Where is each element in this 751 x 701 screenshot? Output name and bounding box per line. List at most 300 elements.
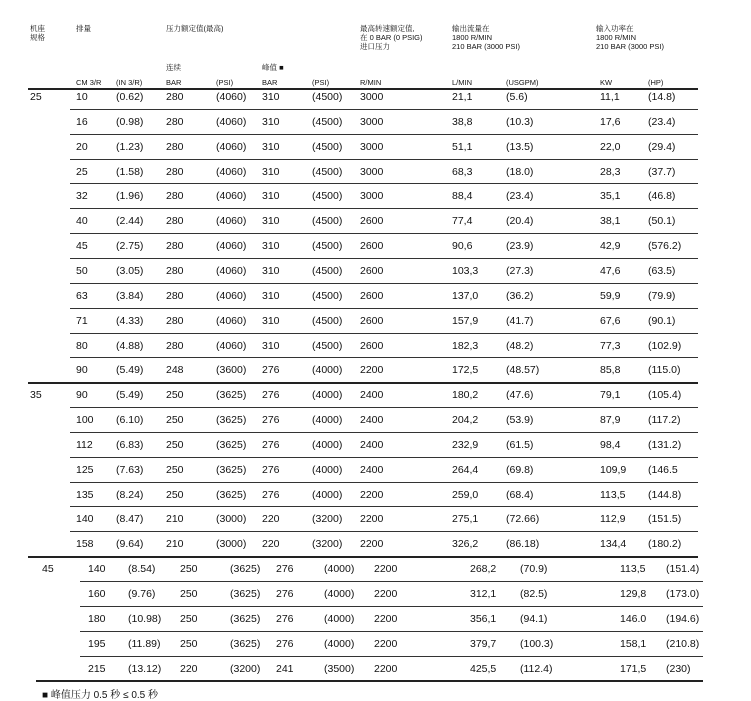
frame-size-label: 25 [30,91,42,103]
table-cell: (4060) [216,190,247,203]
table-cell: 2200 [360,364,384,377]
table-cell: 50 [76,264,88,277]
table-cell: 113,5 [620,563,646,576]
table-cell: (94.1) [520,612,548,625]
table-cell: (180.2) [648,538,682,551]
table-cell: 28,3 [600,165,621,178]
table-cell: 129,8 [620,588,647,600]
table-cell: 276 [276,612,294,625]
table-cell: 100 [76,414,94,427]
table-cell: 77,4 [452,215,473,228]
table-cell: 87,9 [600,414,621,427]
table-cell: (100.3) [520,637,554,650]
row-divider [70,258,698,259]
table-cell: (9.76) [128,588,156,600]
row-divider [70,432,698,433]
row-divider [70,308,698,309]
row-divider [70,208,698,209]
table-cell: (5.49) [116,389,144,402]
table-cell: 2600 [360,264,384,277]
table-cell: 280 [166,240,184,253]
table-cell: (3625) [216,414,247,427]
table-cell: 280 [166,314,184,327]
table-cell: (144.8) [648,488,682,501]
table-cell: 310 [262,240,280,253]
table-cell: (4.33) [116,314,144,327]
table-cell: (1.23) [116,140,144,153]
table-cell: (4000) [312,438,343,451]
unit-label: L/MIN [452,78,473,87]
table-cell: 310 [262,289,280,302]
table-cell: 310 [262,314,280,327]
header-output-flow: 输出流量在 1800 R/MIN 210 BAR (3000 PSI) [452,24,520,51]
row-divider [70,109,698,110]
table-cell: (3625) [216,488,247,501]
table-cell: 71 [76,314,88,327]
table-cell: 276 [276,588,294,600]
table-cell: (69.8) [506,463,534,476]
table-cell: (4060) [216,215,247,228]
table-cell: 310 [262,215,280,228]
table-cell: 250 [166,389,184,402]
table-cell: (4500) [312,190,343,203]
table-cell: 232,9 [452,438,479,451]
table-cell: 140 [88,563,106,576]
table-cell: (3625) [216,463,247,476]
table-cell: 210 [166,538,184,551]
table-cell: (8.47) [116,513,144,526]
table-cell: (53.9) [506,414,534,427]
table-cell: (4.88) [116,339,144,352]
table-cell: 2400 [360,438,384,451]
table-cell: 276 [262,414,280,427]
table-cell: 280 [166,115,184,128]
table-cell: (3625) [230,588,261,600]
table-cell: 220 [262,538,280,551]
table-cell: (5.6) [506,91,528,103]
table-cell: (14.8) [648,91,676,103]
table-cell: 2200 [360,538,384,551]
table-cell: (41.7) [506,314,534,327]
table-cell: 310 [262,264,280,277]
table-cell: 16 [76,115,88,128]
table-cell: 3000 [360,190,384,203]
table-cell: 310 [262,190,280,203]
table-cell: 379,7 [470,637,497,650]
row-divider [80,631,703,632]
table-cell: (86.18) [506,538,540,551]
unit-label: (HP) [648,78,664,87]
footnote: ■ 峰值压力 0.5 秒 ≤ 0.5 秒 [42,690,159,701]
unit-label: R/MIN [360,78,382,87]
table-cell: 10 [76,91,88,103]
table-cell: 2200 [374,588,398,600]
table-cell: 90 [76,389,88,402]
table-cell: 103,3 [452,264,479,277]
table-cell: 250 [166,463,184,476]
table-cell: 276 [262,488,280,501]
table-cell: 220 [262,513,280,526]
row-divider [70,531,698,532]
table-cell: (4060) [216,91,247,103]
table-cell: (6.10) [116,414,144,427]
unit-label: (IN 3/R) [116,78,143,87]
table-cell: 280 [166,215,184,228]
row-divider [36,680,703,682]
table-cell: 276 [276,637,294,650]
row-divider [80,606,703,607]
table-cell: 276 [262,463,280,476]
header-frame-size: 机座 规格 [30,24,45,42]
table-cell: 20 [76,140,88,153]
table-cell: 3000 [360,115,384,128]
table-cell: (3200) [312,513,343,526]
table-cell: (576.2) [648,240,682,253]
table-cell: 250 [166,438,184,451]
table-cell: (46.8) [648,190,676,203]
table-cell: 356,1 [470,612,497,625]
table-cell: (115.0) [648,364,681,377]
table-cell: 310 [262,339,280,352]
table-cell: (4500) [312,264,343,277]
table-cell: 210 [166,513,184,526]
table-cell: 51,1 [452,140,473,153]
table-cell: (4500) [312,115,343,128]
row-divider [70,506,698,507]
table-cell: 79,1 [600,389,621,402]
table-cell: (4000) [312,488,343,501]
table-cell: (1.96) [116,190,144,203]
table-cell: (151.5) [648,513,682,526]
table-cell: (105.4) [648,389,682,402]
table-cell: 67,6 [600,314,621,327]
table-cell: 259,0 [452,488,479,501]
table-cell: 90,6 [452,240,473,253]
table-cell: 2600 [360,314,384,327]
table-cell: (3.84) [116,289,144,302]
table-cell: (4000) [324,588,355,600]
header-displacement: 排量 [76,24,91,33]
table-cell: (20.4) [506,215,534,228]
table-cell: 157,9 [452,314,479,327]
table-cell: 113,5 [600,488,626,501]
table-cell: (3600) [216,364,247,377]
table-cell: (13.12) [128,662,162,675]
table-cell: 38,8 [452,115,473,128]
table-cell: (9.64) [116,538,144,551]
table-cell: 2200 [360,513,384,526]
header-input-power: 输入功率在 1800 R/MIN 210 BAR (3000 PSI) [596,24,664,51]
table-cell: 2400 [360,389,384,402]
table-cell: (63.5) [648,264,676,277]
table-cell: 134,4 [600,538,627,551]
table-cell: 160 [88,588,106,600]
header-pressure-rating: 压力额定值(最高) [166,24,224,33]
unit-label: CM 3/R [76,78,102,87]
table-cell: 85,8 [600,364,621,377]
table-cell: (2.44) [116,215,144,228]
table-cell: 3000 [360,165,384,178]
row-divider [70,134,698,135]
table-cell: (36.2) [506,289,534,302]
table-cell: (4500) [312,215,343,228]
table-cell: (29.4) [648,140,676,153]
table-cell: 11,1 [600,91,620,103]
table-cell: (18.0) [506,165,534,178]
table-cell: (48.2) [506,339,534,352]
table-cell: (13.5) [506,140,534,153]
table-cell: 275,1 [452,513,479,526]
table-cell: 250 [166,414,184,427]
table-cell: 195 [88,637,106,650]
table-cell: 180 [88,612,106,625]
table-cell: 276 [276,563,294,576]
table-cell: 180,2 [452,389,479,402]
table-cell: (4500) [312,91,343,103]
frame-size-label: 45 [42,563,54,576]
table-cell: (4500) [312,140,343,153]
table-cell: 250 [180,588,198,600]
row-divider [70,283,698,284]
table-cell: (3200) [230,662,261,675]
table-cell: (4060) [216,264,247,277]
table-cell: (10.98) [128,612,162,625]
table-cell: (131.2) [648,438,682,451]
table-cell: (0.62) [116,91,144,103]
table-cell: (7.63) [116,463,144,476]
row-divider [28,556,698,558]
table-cell: 310 [262,140,280,153]
table-cell: (23.4) [506,190,534,203]
table-cell: 17,6 [600,115,621,128]
table-cell: 90 [76,364,88,377]
table-cell: (151.4) [666,563,700,576]
table-cell: 2600 [360,215,384,228]
row-divider [80,581,703,582]
unit-label: BAR [166,78,182,87]
table-cell: (37.7) [648,165,676,178]
table-cell: 112 [76,438,93,451]
unit-label: KW [600,78,613,87]
table-cell: 280 [166,339,184,352]
table-cell: 276 [262,438,280,451]
table-cell: 2200 [374,563,398,576]
table-cell: (210.8) [666,637,700,650]
table-cell: 59,9 [600,289,621,302]
header-max-speed: 最高转速额定值, 在 0 BAR (0 PSIG) 进口压力 [360,24,423,51]
table-cell: (4500) [312,165,343,178]
table-cell: (47.6) [506,389,534,402]
table-cell: (3625) [230,563,261,576]
table-cell: (48.57) [506,364,540,377]
unit-label: (PSI) [312,78,330,87]
table-cell: 2400 [360,463,384,476]
table-cell: (11.89) [128,637,161,650]
frame-size-label: 35 [30,389,42,402]
table-cell: (4500) [312,314,343,327]
table-cell: 312,1 [470,588,497,600]
table-cell: (4000) [324,612,355,625]
table-cell: (72.66) [506,513,540,526]
table-cell: 158 [76,538,94,551]
table-cell: 215 [88,662,106,675]
table-cell: (27.3) [506,264,534,277]
table-cell: 250 [180,563,198,576]
table-cell: (146.5 [648,463,678,476]
table-cell: (8.24) [116,488,144,501]
table-cell: (4500) [312,339,343,352]
table-cell: 220 [180,662,198,675]
table-cell: (23.4) [648,115,676,128]
table-cell: (4000) [324,563,355,576]
table-cell: 310 [262,91,280,103]
table-cell: 276 [262,364,280,377]
table-cell: 140 [76,513,94,526]
table-cell: (1.58) [116,165,144,178]
table-cell: 280 [166,289,184,302]
table-cell: 146.0 [620,612,647,625]
table-cell: 3000 [360,91,384,103]
table-cell: (3000) [216,513,247,526]
table-cell: 310 [262,115,280,128]
table-cell: (68.4) [506,488,534,501]
unit-label: (PSI) [216,78,234,87]
table-cell: 2400 [360,414,384,427]
row-divider [70,357,698,358]
table-cell: 47,6 [600,264,621,277]
table-cell: (173.0) [666,588,700,600]
table-cell: (4060) [216,115,247,128]
table-cell: 22,0 [600,140,621,153]
table-cell: 280 [166,190,184,203]
table-cell: 42,9 [600,240,621,253]
table-cell: 280 [166,140,184,153]
table-cell: 248 [166,364,184,377]
table-cell: (3000) [216,538,247,551]
table-cell: 3000 [360,140,384,153]
table-cell: 125 [76,463,94,476]
row-divider [70,183,698,184]
table-cell: (102.9) [648,339,682,352]
row-divider [70,482,698,483]
unit-label: BAR [262,78,278,87]
row-divider [70,159,698,160]
table-cell: 276 [262,389,280,402]
table-cell: 2600 [360,339,384,352]
table-cell: (4060) [216,140,247,153]
table-cell: (70.9) [520,563,548,576]
table-cell: (4000) [312,389,343,402]
table-cell: (4060) [216,289,247,302]
table-cell: (0.98) [116,115,144,128]
table-cell: 80 [76,339,88,352]
table-cell: (194.6) [666,612,700,625]
table-cell: 326,2 [452,538,479,551]
table-cell: 204,2 [452,414,479,427]
table-cell: 35,1 [600,190,621,203]
table-cell: (230) [666,662,691,675]
unit-label: (USGPM) [506,78,539,87]
row-divider [80,656,703,657]
table-cell: 45 [76,240,88,253]
row-divider [70,233,698,234]
table-cell: (90.1) [648,314,676,327]
table-cell: 137,0 [452,289,479,302]
table-cell: 63 [76,289,88,302]
table-cell: 68,3 [452,165,473,178]
table-cell: 2200 [374,637,398,650]
table-cell: 112,9 [600,513,626,526]
table-cell: 425,5 [470,662,497,675]
table-cell: (4000) [312,414,343,427]
table-cell: 158,1 [620,637,647,650]
table-cell: (3625) [230,637,261,650]
table-cell: (79.9) [648,289,676,302]
table-cell: 171,5 [620,662,647,675]
subheader-peak: 峰值 ■ [262,63,284,72]
table-cell: (2.75) [116,240,144,253]
table-cell: 21,1 [452,91,473,103]
table-cell: 88,4 [452,190,473,203]
row-divider [28,382,698,384]
table-cell: 135 [76,488,94,501]
table-cell: 280 [166,165,184,178]
table-cell: 109,9 [600,463,627,476]
table-cell: (3625) [216,389,247,402]
header-divider [28,88,698,90]
table-cell: 268,2 [470,563,497,576]
table-cell: 182,3 [452,339,479,352]
table-cell: (3500) [324,662,355,675]
row-divider [70,457,698,458]
table-cell: (4000) [312,364,343,377]
table-cell: 32 [76,190,88,203]
table-cell: 2200 [374,612,398,625]
table-cell: (3.05) [116,264,144,277]
table-cell: 280 [166,264,184,277]
table-cell: 172,5 [452,364,479,377]
table-cell: (5.49) [116,364,144,377]
table-cell: (61.5) [506,438,534,451]
table-cell: 2600 [360,289,384,302]
table-cell: 2200 [374,662,398,675]
table-cell: 38,1 [600,215,621,228]
table-cell: 241 [276,662,294,675]
table-cell: 25 [76,165,88,178]
table-cell: (50.1) [648,215,676,228]
table-cell: (4060) [216,165,247,178]
table-cell: 2200 [360,488,384,501]
row-divider [70,407,698,408]
table-cell: (4500) [312,289,343,302]
table-cell: 250 [180,637,198,650]
subheader-continuous: 连续 [166,63,181,72]
table-cell: (4060) [216,240,247,253]
table-cell: 40 [76,215,88,228]
table-cell: (3200) [312,538,343,551]
table-cell: 250 [180,612,198,625]
table-cell: (4000) [312,463,343,476]
table-cell: 77,3 [600,339,621,352]
table-cell: 280 [166,91,184,103]
table-cell: (4060) [216,314,247,327]
table-cell: (3625) [230,612,261,625]
table-cell: (82.5) [520,588,548,600]
table-cell: (3625) [216,438,247,451]
table-cell: 98,4 [600,438,621,451]
row-divider [70,333,698,334]
table-cell: (23.9) [506,240,534,253]
